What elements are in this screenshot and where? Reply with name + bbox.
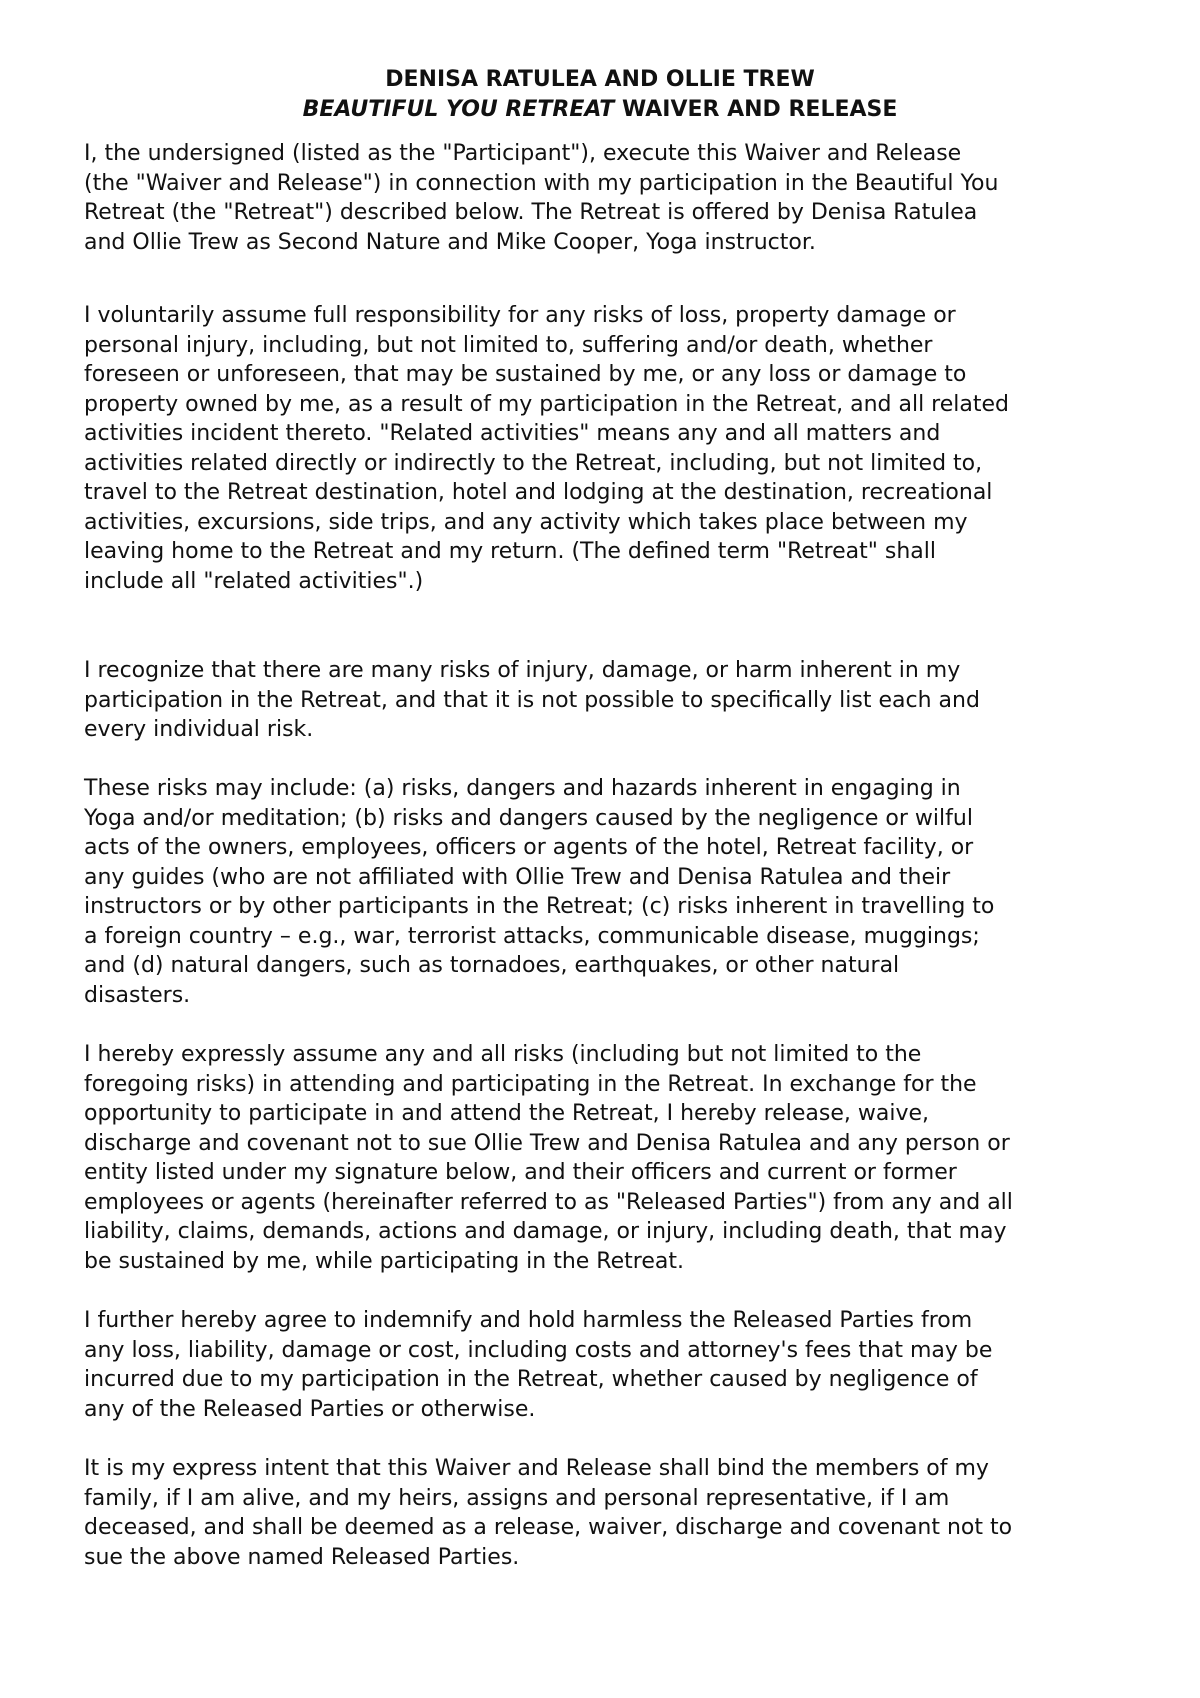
retreat-name: BEAUTIFUL YOU RETREAT	[302, 97, 615, 122]
paragraph-line: I further hereby agree to indemnify and hold harmless the Released Parties from	[84, 1308, 973, 1333]
paragraph-line: include all "related activities".)	[84, 568, 424, 594]
paragraph-indemnify	[84, 1306, 1184, 1424]
paragraph-line: leaving home to the Retreat and my return. (The defined term "Retreat" shall	[84, 539, 936, 564]
paragraph-line: personal injury, including, but not limited to, suffering and/or death, whether	[84, 332, 933, 358]
paragraph-line: sue the above named Released Parties.	[84, 1544, 520, 1570]
paragraph-line: opportunity to participate in and attend the Retreat, I hereby release, waive,	[84, 1101, 930, 1126]
paragraph-express-intent	[84, 1454, 1184, 1572]
paragraph-line: Retreat (the "Retreat") described below. The Retreat is offered by Denisa Ratulea	[84, 200, 978, 225]
paragraph-line: a foreign country – e.g., war, terrorist attacks, communicable disease, muggings;	[84, 923, 980, 949]
paragraph-line: any of the Released Parties or otherwise.	[84, 1396, 536, 1422]
paragraph-line: incurred due to my participation in the Retreat, whether caused by negligence of	[84, 1367, 978, 1392]
paragraph-line: instructors or by other participants in the Retreat; (c) risks inherent in travelling to	[84, 894, 995, 919]
paragraph-line: activities, excursions, side trips, and any activity which takes place between my	[84, 509, 968, 535]
paragraph-risks-list	[84, 774, 1184, 1010]
paragraph-line: These risks may include: (a) risks, dangers and hazards inherent in engaging in	[84, 776, 961, 801]
paragraph-line: and (d) natural dangers, such as tornadoes, earthquakes, or other natural	[84, 953, 900, 978]
paragraph-line: I recognize that there are many risks of injury, damage, or harm inherent in my	[84, 658, 961, 683]
paragraph-release-waiver	[84, 1040, 1184, 1276]
paragraph-line: discharge and covenant not to sue Ollie Trew and Denisa Ratulea and any person or	[84, 1130, 1010, 1156]
paragraph-line: foregoing risks) in attending and participating in the Retreat. In exchange for the	[84, 1071, 977, 1097]
paragraph-line: disasters.	[84, 982, 191, 1008]
paragraph-line: employees or agents (hereinafter referred to as "Released Parties") from any and all	[84, 1189, 1013, 1215]
paragraph-recognize-risks	[84, 656, 1184, 745]
paragraph-assume-responsibility	[84, 301, 1184, 596]
paragraph-line: liability, claims, demands, actions and damage, or injury, including death, that may	[84, 1219, 1007, 1244]
paragraph-line: travel to the Retreat destination, hotel and lodging at the destination, recreational	[84, 480, 993, 505]
paragraph-line: entity listed under my signature below, and their officers and current or former	[84, 1160, 957, 1185]
paragraph-line: I, the undersigned (listed as the "Participant"), execute this Waiver and Release	[84, 141, 962, 166]
paragraph-line: I voluntarily assume full responsibility for any risks of loss, property damage or	[84, 303, 956, 328]
paragraph-line: It is my express intent that this Waiver and Release shall bind the members of my	[84, 1456, 989, 1481]
document-subtitle	[0, 95, 1200, 125]
paragraph-line: foreseen or unforeseen, that may be sustained by me, or any loss or damage to	[84, 362, 967, 387]
paragraph-line: any guides (who are not affiliated with Ollie Trew and Denisa Ratulea and their	[84, 864, 951, 890]
paragraph-participant-intro	[84, 139, 1184, 257]
paragraph-line: acts of the owners, employees, officers or agents of the hotel, Retreat facility, or	[84, 835, 974, 860]
paragraph-line: property owned by me, as a result of my participation in the Retreat, and all related	[84, 391, 1009, 417]
paragraph-line: activities incident thereto. "Related activities" means any and all matters and	[84, 421, 941, 446]
paragraph-line: (the "Waiver and Release") in connection with my participation in the Beautiful You	[84, 170, 999, 196]
paragraph-line: any loss, liability, damage or cost, including costs and attorney's fees that may be	[84, 1337, 993, 1363]
paragraph-line: activities related directly or indirectly to the Retreat, including, but not limited to,	[84, 450, 983, 476]
paragraph-line: and Ollie Trew as Second Nature and Mike Cooper, Yoga instructor.	[84, 229, 816, 255]
paragraph-line: family, if I am alive, and my heirs, assigns and personal representative, if I am	[84, 1485, 950, 1511]
paragraph-line: every individual risk.	[84, 717, 314, 742]
document-title: DENISA RATULEA AND OLLIE TREW	[385, 67, 815, 92]
paragraph-line: I hereby expressly assume any and all risks (including but not limited to the	[84, 1042, 922, 1067]
paragraph-line: be sustained by me, while participating in the Retreat.	[84, 1248, 684, 1274]
paragraph-line: deceased, and shall be deemed as a release, waiver, discharge and covenant not to	[84, 1515, 1013, 1540]
paragraph-line: participation in the Retreat, and that it is not possible to specifically list each and	[84, 687, 980, 713]
paragraph-line: Yoga and/or meditation; (b) risks and dangers caused by the negligence or wilful	[84, 805, 973, 831]
subtitle-rest: WAIVER AND RELEASE	[614, 97, 898, 122]
